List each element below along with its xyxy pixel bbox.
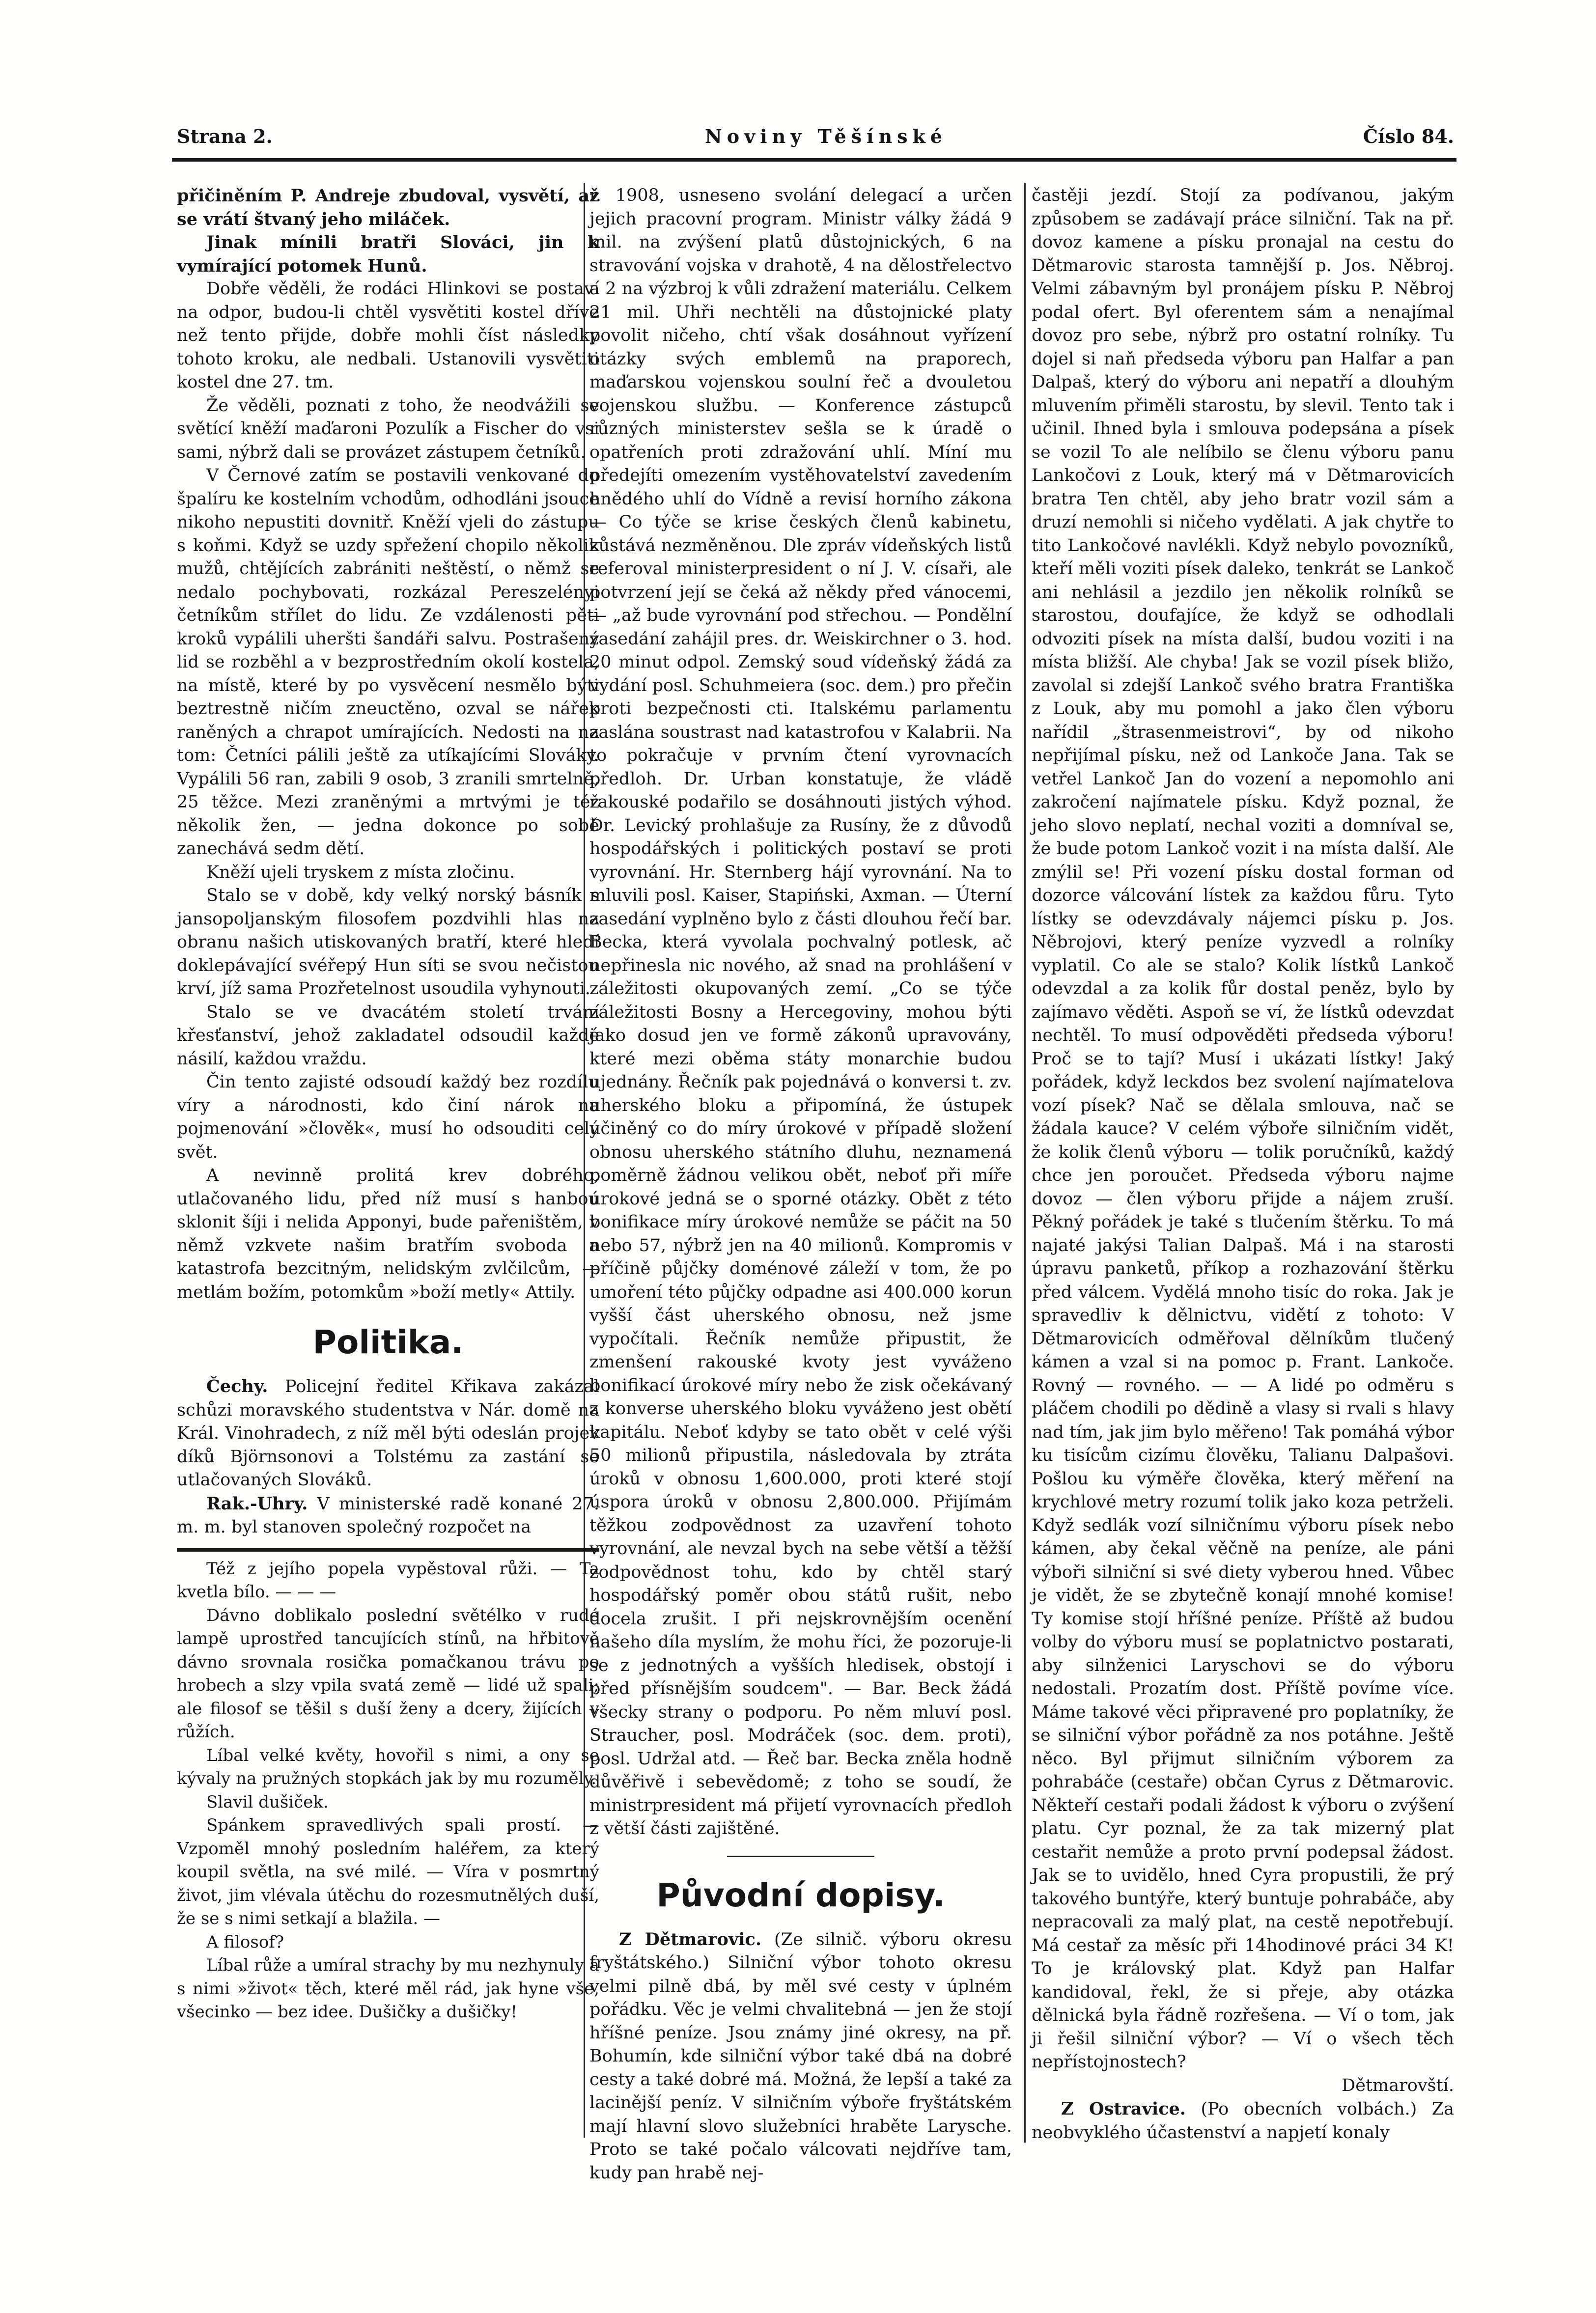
news-label: Čechy. bbox=[206, 1376, 268, 1396]
article-paragraph: A nevinně prolitá krev dobrého, utlačovaného lidu, před níž musí s hanbou sklonit šíji i nelida Apponyi, bude pařeništěm, v němž vzkvete našim bratřím svoboda a katastrofa bezcitným, nelidským zvlčilcům, — metlám božím, potomkům »boží metly« Attily. bbox=[177, 1166, 599, 1302]
page-header bbox=[177, 125, 1454, 160]
letter-label: Z Ostravice. bbox=[1061, 2099, 1186, 2119]
article-paragraph: přičiněním P. Andreje zbudoval, vysvětí, až se vrátí štvaný jeho miláček. bbox=[177, 186, 599, 229]
article-paragraph: Stalo se ve dvacátém století trvání křesťanství, jehož zakladatel odsoudil každé násilí, každou vraždu. bbox=[177, 1002, 599, 1069]
column-1 bbox=[177, 184, 599, 2024]
feuilleton-paragraph: A filosof? bbox=[206, 1932, 284, 1952]
header-rule bbox=[172, 158, 1456, 162]
news-item-cechy bbox=[177, 1375, 599, 1492]
column-2 bbox=[589, 184, 1012, 2185]
newspaper-title: Noviny Těšínské bbox=[705, 125, 947, 147]
letter-ostravice bbox=[1032, 2097, 1454, 2145]
section-title-puvodni-dopisy: Původní dopisy. bbox=[656, 1876, 945, 1914]
feuilleton-paragraph: Líbal růže a umíral strachy by mu nezhynuly a s nimi »život« těch, které měl rád, jak hyne vše, všecinko — bez idee. Dušičky a dušičky! bbox=[177, 1955, 599, 2022]
news-text: Policejní ředitel Křikava zakázal schůzi moravského studentstva v Nár. domě na Král. Vinohradech, z níž měl býti odeslán projev díků Björnsonovi a Tolstému za zastání se utlačovaných Slováků. bbox=[177, 1377, 599, 1490]
article-paragraph: Čin tento zajisté odsoudí každý bez rozdílu víry a národnosti, kdo činí nárok na pojmenování »člověk«, musí ho odsouditi celý svět. bbox=[177, 1072, 599, 1162]
article-paragraph: r. 1908, usneseno svolání delegací a určen jejich pracovní program. Ministr války žádá 9 mil. na zvýšení platů důstojnických, 6 na stravování vojska v drahotě, 4 na dělostřelectvo a 2 na výzbroj k vůli zdražení materiálu. Celkem 21 mil. Uhři nechtěli na důstojnické platy povolit ničeho, chtí však dosáhnout vyřízení otázky svých emblemů na praporech, maďarskou vojenskou soulní řeč a dvouletou vojenskou službu. — Konference zástupců různých ministerstev sešla se k úradě o opatřeních proti zdražování uhlí. Míní mu předejíti omezením vystěhovatelství zavedením hnědého uhlí do Vídně a revisí horního zákona — Co týče se krise českých členů kabinetu, zůstává nezměněnou. Dle zpráv vídeňských listů referoval ministerpresident o ní J. V. císaři, ale potvrzení její se čeká až někdy před vánocemi, — „až bude vyrovnání pod střechou. — Pondělní zasedání zahájil pres. dr. Weiskirchner o 3. hod. 20 minut odpol. Zemský soud vídeňský žádá za vydání posl. Schuhmeiera (soc. dem.) pro přečin proti bezpečnosti cti. Italskému parlamentu zaslána soustrast nad katastrofou v Kalabrii. Na to pokračuje v prvním čtení vyrovnacích předloh. Dr. Urban konstatuje, že vládě rakouské podařilo se dosáhnouti jistých výhod. Dr. Levický prohlašuje za Rusíny, že z důvodů hospodářských i politických postaví se proti vyrovnání. Hr. Sternberg hájí vyrovnání. Na to mluvili posl. Kaiser, Stapiński, Axman. — Úterní zasedání vyplněno bylo z části dlouhou řečí bar. Becka, která vyvolala pochvalný potlesk, ač nepřinesla nic nového, až snad na prohlášení v záležitosti okupovaných zemí. „Co se týče záležitosti Bosny a Hercegoviny, mohou býti jako dosud jen ve formě zákonů upravovány, které mezi oběma státy monarchie budou ujednány. Řečník pak pojednává o konversi t. zv. uherského bloku a připomíná, že ústupek učiněný co do míry úrokové v případě složení obnosu uherského státního dluhu, neznamená poměrně žádnou velikou obět, neboť při míře úrokové jedná se o sporné otázky. Obět z této bonifikace míry úrokové nemůže se páčit na 50 nebo 57, nýbrž jen na 40 milionů. Kompromis v příčině půjčky doménové záleží v tom, že po umoření této půjčky odpadne asi 400.000 korun vyšší část uherského obnosu, než jsme vypočítali. Řečník nemůže připustit, že zmenšení rakouské kvoty jest vyváženo bonifikací úrokové míry nebo že zisk očekávaný z konverse uherského bloku vyváženo jest obětí kapitálu. Neboť kdyby se tato obět v celé výši 50 milionů připustila, následovala by ztráta úroků v obnosu 1,600.000, proti které stojí úspora úroků v obnosu 2,800.000. Přijímám těžkou zodpovědnost za uzavření tohoto vyrovnání, ale nevzal bych na sebe větší a těžší zodpovědnost tohu, kdo by chtěl starý hospodářský poměr obou států rušit, nebo docela zrušit. I při nejskrovnějším ocenění našeho díla myslím, že mohu říci, že pozoruje-li se z jednotných a vyšších hledisek, obstojí i před přísnějším soudcem". — Bar. Beck žádá všecky strany o podporu. Po něm mluví posl. Straucher, posl. Modráček (soc. dem. proti), posl. Udržal atd. — Řeč bar. Becka zněla hodně důvěřivě i sebevědomě; z toho se soudí, že ministrpresident má přijetí vyrovnacích předloh z větší části zajištěné. bbox=[589, 186, 1012, 1839]
article-paragraph: Stalo se v době, kdy velký norský básník s jansopoljanským filosofem pozdvihli hlas na obranu našich utiskovaných bratří, které hledí doklepávající svéřepý Hun síti se svou nečistou krví, jíž sama Prozřetelnost usoudila vyhynouti. bbox=[177, 886, 599, 999]
feuilleton-rule bbox=[177, 1548, 599, 1552]
feuilleton-paragraph: Líbal velké květy, hovořil s nimi, a ony se kývaly na pružných stopkách jak by mu rozuměly. bbox=[177, 1745, 599, 1788]
article-paragraph: Dobře věděli, že rodáci Hlinkovi se postaví na odpor, budou-li chtěl vysvětiti kostel dříve než tento přijde, dobře mohli číst následky tohoto kroku, ale nedbali. Ustanovili vysvětiti kostel dne 27. tm. bbox=[177, 279, 599, 392]
issue-number: Číslo 84. bbox=[1363, 125, 1454, 147]
article-paragraph: Kněží ujeli tryskem z místa zločinu. bbox=[206, 862, 515, 882]
column-divider-2 bbox=[1024, 183, 1026, 2143]
section-title-politika: Politika. bbox=[312, 1323, 464, 1361]
news-item-rak-uhry bbox=[177, 1492, 599, 1539]
letter-signature: Dětmarovští. bbox=[1342, 2075, 1454, 2095]
feuilleton-paragraph: Spánkem spravedlivých spali prostí. — Vzpoměl mnohý posledním haléřem, za který koupil světla, na své milé. — Víra v posmrtný život, jim vlévala útěchu do rozesmutnělých duší, že se s nimi setkají a blažila. — bbox=[177, 1815, 599, 1928]
feuilleton-paragraph: Též z jejího popela vypěstoval růži. — Ta kvetla bílo. — — — bbox=[177, 1559, 599, 1602]
letter-label: Z Dětmarovic. bbox=[619, 1929, 762, 1950]
feuilleton-paragraph: Slavil dušiček. bbox=[206, 1792, 329, 1812]
article-paragraph: Jinak mínili bratři Slováci, jin k vymírající potomek Hunů. bbox=[177, 232, 599, 276]
news-text: V ministerské radě konané 27. m. m. byl stanoven společný rozpočet na bbox=[177, 1494, 599, 1537]
news-label: Rak.-Uhry. bbox=[206, 1493, 308, 1514]
feuilleton-paragraph: Dávno doblikalo poslední světélko v rudé lampě uprostřed tancujících stínů, na hřbitově dávno srovnala rosička pomačkanou trávu po hrobech a slzy vpila svatá země — lidé už spali; ale filosof se těšil s duší ženy a dcery, žijících v růžích. bbox=[177, 1605, 599, 1742]
letter-text: (Ze silnič. výboru okresu fryštátského.) Silniční výbor tohoto okresu velmi pilně dbá, by měl své cesty v úplném pořádku. Věc je velmi chvalitebná — jen že stojí hříšné peníze. Jsou známy jiné okresy, na př. Bohumín, kde silniční výbor také dbá na dobré cesty a také dobré má. Možná, že lepší a také za lacinější peníz. V silničním výboře fryštátském mají hlavní slovo služebníci hraběte Larysche. Proto se také počalo válcovati nejdříve tam, kudy pan hrabě nej- bbox=[589, 1929, 1012, 2183]
letter-detmarovice bbox=[589, 1928, 1012, 2185]
article-paragraph: V Černové zatím se postavili venkované do špalíru ke kostelním vchodům, odhodláni jsouce nikoho nepustiti dovnitř. Kněží vjeli do zástupu s koňmi. Když se uzdy spřežení chopilo několik mužů, chtějících zabrániti neštěstí, o němž se nedalo pochybovati, rozkázal Pereszelényi četníkům střílet do lidu. Ze vzdálenosti pěti kroků vypálili uheršti šandáři salvu. Postrašený lid se rozběhl a v bezprostředním okolí kostela, na místě, které by po vysvěcení nesmělo býti beztrestně ničím zneuctěno, ozval se nářek raněných a chrapot umírajících. Nedosti na na tom: Četníci pálili ještě za utíkajícími Slováky. Vypálili 56 ran, zabili 9 osob, 3 zranili smrtelně, 25 těžce. Mezi zraněnými a mrtvými je též několik žen, — jedna dokonce po sobě zanechává sedm dětí. bbox=[177, 466, 599, 859]
letter-text: (Po obecních volbách.) Za neobvyklého účastenství a napjetí konaly bbox=[1032, 2099, 1454, 2143]
article-paragraph: častěji jezdí. Stojí za podívanou, jakým způsobem se zadávají práce silniční. Tak na př. dovoz kamene a písku pronajal na cestu do Dětmarovic starosta tamnější p. Jos. Něbroj. Velmi zábavným byl pronájem písku P. Něbroj podal ofert. Byl oferentem sám a nenajímal dovoz pro sebe, nýbrž pro ostatní rolníky. Tu dojel si naň předseda výboru pan Halfar a pan Dalpaš, který do výboru ani nepatří a dlouhým mluvením přiměli starostu, by slevil. Tento tak i učinil. Ihned byla i smlouva podepsána a písek se vozil To ale nelíbilo se členu výboru panu Lankočovi z Louk, který má v Dětmarovicích bratra Ten chtěl, aby jeho bratr vozil sám a druzí nemohli si ničeho vydělati. A jak chytře to tito Lankočové navlékli. Když nebylo povozníků, kteří měli voziti písek daleko, tenkrát se Lankoč ani nehlásil a jezdilo jen několik rolníků se starostou, doufajíce, že když se odhodlali odvoziti písek na místa další, budou voziti i na místa bližší. Ale chyba! Jak se vozil písek bližo, zavolal si zdejší Lankoč svého bratra Františka z Louk, aby mu pomohl a jako člen výboru nařídil „štrasenmeistrovi“, by od nikoho nepřijímal písku, než od Lankoče Jana. Tak se vetřel Lankoč Jan do vození a nepomohlo ani zakročení najímatele písku. Když poznal, že jeho slovo neplatí, nechal voziti a domníval se, že bude potom Lankoč vozit i na místa další. Ale zmýlil se! Při vození písku dostal forman od dozorce válcování lístek za každou fůru. Tyto lístky se odevzdávaly nájemci písku p. Jos. Něbrojovi, který peníze vyzvedl a rolníky vyplatil. Co ale se stalo? Kolik lístků Lankoč odevzdal a za kolik fůr dostal peněz, bylo by zajímavo věděti. Aspoň se ví, že lístků odevzdat nechtěl. To musí odpověděti předseda výboru! Proč se to tají? Musí i ukázati lístky! Jaký pořádek, když leckdos bez svolení najímatelova vozí písek? Nač se dělala smlouva, nač se žádala kauce? V celém výboře silničním vidět, že kolik členů výboru — tolik poručníků, každý chce jen poroučet. Předseda výboru najme dovoz — člen výboru přijde a nájem zruší. Pěkný pořádek je také s tlučením štěrku. To má najaté jakýsi Talian Dalpaš. Má i na starosti úpravu panketů, příkop a rozhazování štěrku před válcem. Vydělá mnoho tisíc do roka. Jak je spravedliv k dělnictvu, vidětí z tohoto: V Dětmarovicích odměřoval dělníkům tlučený kámen a vzal si na pomoc p. Frant. Lankoče. Rovný — rovného. — — A lidé po odměru s pláčem chodili po dědině a vlasy si rvali s hlavy nad tím, jak jim bylo měřeno! Tak pomáhá výbor ku tisícům cizímu člověku, Talianu Dalpašovi. Pošlou ku výměře člověka, který měření na krychlové metry rozumí tolik jako koza petrželi. Když sedlák vozí silničnímu výboru písek nebo kámen, aby čekal věčně na peníze, ale páni výboři silniční si své diety vyberou hned. Vůbec je vidět, že se zbytečně konají mnohé komise! Ty komise stojí hříšné peníze. Příště až budou volby do výboru musí se poplatnictvo postarati, aby silnženici Laryschovi se do výboru nedostali. Prozatím dost. Příště povíme více. Máme takové věci připravené pro poplatníky, že se silniční výbor pořádně za nos potáhne. Ještě něco. Byl přijmut silničním výborem za pohrabáče (cestaře) občan Cyrus z Dětmarovic. Někteří cestaři podali žádost k výboru o zvýšení platu. Cyr poznal, že za tak mizerný plat cestařit nemůže a proto první podepsal žádost. Jak se to uvidělo, hned Cyra propustili, že prý takového buntýře, který buntuje pohrabáče, aby nepracovali za malý plat, na cestě nepotřebují. Má cestař za měsíc při 14hodinové práci 34 K! To je královský plat. Když pan Halfar kandidoval, řekl, že si přeje, aby otázka dělnická byla řádně rozřešena. — Ví o tom, jak ji řešil silniční výbor? — Ví o všech těch nepřístojnostech? bbox=[1032, 186, 1454, 2072]
section-divider bbox=[727, 1856, 874, 1857]
article-paragraph: Že věděli, poznati z toho, že neodvážili se světící kněží maďaroni Pozulík a Fischer do vsi sami, nýbrž dali se provázet zástupem četníků. bbox=[177, 395, 599, 462]
page-number: Strana 2. bbox=[177, 125, 273, 147]
column-3 bbox=[1032, 184, 1454, 2145]
